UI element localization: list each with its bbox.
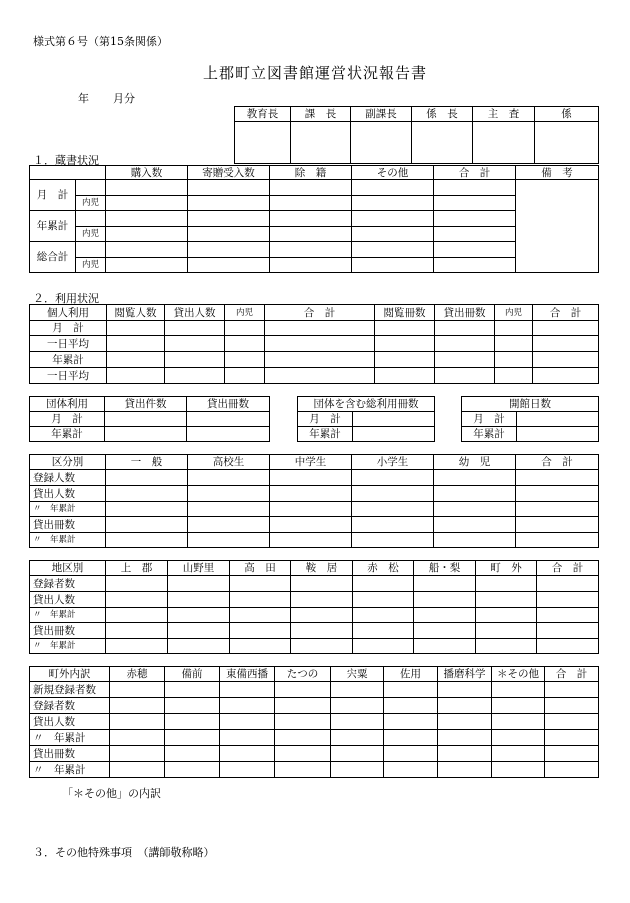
row-label: 年累計 <box>30 211 76 242</box>
col-header: 購入数 <box>106 166 188 180</box>
col-header: 合 計 <box>265 305 375 321</box>
row-label: 新規登録者数 <box>30 682 110 698</box>
col-header: 貸出冊数 <box>435 305 495 321</box>
row-label: 〃 年累計 <box>30 533 106 548</box>
col-header: 高 田 <box>230 561 291 576</box>
col-header: 区分別 <box>30 455 106 470</box>
row-label: 登録人数 <box>30 470 106 486</box>
sub-label: 内児 <box>76 258 106 273</box>
col-header: 備前 <box>165 667 220 682</box>
row-label: 貸出冊数 <box>30 746 110 762</box>
row-label: 〃 年累計 <box>30 762 110 778</box>
region-table <box>29 560 599 654</box>
stamp-cell[interactable] <box>351 122 412 164</box>
stamp-cell[interactable] <box>235 122 291 164</box>
row-label: 登録者数 <box>30 698 110 714</box>
group-use-table <box>29 396 270 442</box>
stamp-cell[interactable] <box>291 122 351 164</box>
col-header: 寄贈受入数 <box>188 166 270 180</box>
total-use-table <box>297 396 435 442</box>
col-header: その他 <box>352 166 434 180</box>
row-label: 貸出人数 <box>30 714 110 730</box>
col-header: 閲覧冊数 <box>375 305 435 321</box>
section-2-title: ２．利用状況 <box>33 292 99 305</box>
row-label: 貸出冊数 <box>30 623 106 639</box>
col-header: 貸出冊数 <box>187 397 270 412</box>
col-header: 山野里 <box>168 561 230 576</box>
approval-col: 課 長 <box>291 107 351 122</box>
col-header: 町外内訳 <box>30 667 110 682</box>
stamp-cell[interactable] <box>412 122 473 164</box>
col-header: 東備西播 <box>220 667 275 682</box>
row-label: 貸出人数 <box>30 486 106 502</box>
col-header: 個人利用 <box>30 305 107 321</box>
personal-use-table <box>29 304 599 384</box>
row-label: 月 計 <box>298 412 353 427</box>
col-header: 貸出人数 <box>165 305 225 321</box>
collection-table <box>29 165 599 273</box>
row-label: 総合計 <box>30 242 76 273</box>
row-label: 年累計 <box>30 352 107 368</box>
corner-cell <box>30 166 106 180</box>
col-header: 合 計 <box>533 305 599 321</box>
col-header: 一 般 <box>106 455 188 470</box>
col-header: 内児 <box>225 305 265 321</box>
section-3-title: ３．その他特殊事項 （講師敬称略） <box>33 846 215 859</box>
col-header: 合 計 <box>545 667 599 682</box>
col-header: 団体利用 <box>30 397 105 412</box>
row-label: 年累計 <box>298 427 353 442</box>
outside-town-table <box>29 666 599 778</box>
col-header: 町 外 <box>476 561 537 576</box>
col-header: たつの <box>275 667 331 682</box>
col-header: 団体を含む総利用冊数 <box>298 397 435 412</box>
sub-label: 内児 <box>76 196 106 211</box>
row-label: 〃 年累計 <box>30 730 110 746</box>
row-label: 〃 年累計 <box>30 502 106 517</box>
form-number: 様式第６号（第15条関係） <box>33 35 168 48</box>
col-header: 合 計 <box>516 455 599 470</box>
col-header: 上 郡 <box>106 561 168 576</box>
col-header: 合 計 <box>537 561 599 576</box>
col-header: 貸出件数 <box>105 397 187 412</box>
col-header: 地区別 <box>30 561 106 576</box>
row-label: 一日平均 <box>30 336 107 352</box>
col-header: 赤穂 <box>110 667 165 682</box>
remarks-cell[interactable] <box>516 180 599 273</box>
row-label: 年累計 <box>462 427 517 442</box>
open-days-table <box>461 396 599 442</box>
col-header: 鞍 居 <box>291 561 353 576</box>
col-header: 幼 児 <box>434 455 516 470</box>
approval-col: 係 長 <box>412 107 473 122</box>
stamp-cell[interactable] <box>473 122 535 164</box>
col-header: 宍粟 <box>331 667 384 682</box>
category-table <box>29 454 599 548</box>
row-label: 月 計 <box>462 412 517 427</box>
row-label: 月 計 <box>30 321 107 336</box>
col-header: 小学生 <box>352 455 434 470</box>
col-header: 閲覧人数 <box>107 305 165 321</box>
col-header: 播磨科学 <box>438 667 492 682</box>
col-header: 佐用 <box>384 667 438 682</box>
stamp-cell[interactable] <box>535 122 599 164</box>
row-label: 月 計 <box>30 412 105 427</box>
year-label: 年 <box>78 92 89 105</box>
col-header: 合 計 <box>434 166 516 180</box>
approval-col: 係 <box>535 107 599 122</box>
row-label: 年累計 <box>30 427 105 442</box>
col-header: 備 考 <box>516 166 599 180</box>
row-label: 〃 年累計 <box>30 639 106 654</box>
row-label: 月 計 <box>30 180 76 211</box>
row-label: 登録者数 <box>30 576 106 592</box>
col-header: 赤 松 <box>353 561 414 576</box>
row-label: 〃 年累計 <box>30 608 106 623</box>
approval-col: 教育長 <box>235 107 291 122</box>
col-header: 高校生 <box>188 455 270 470</box>
approval-col: 主 査 <box>473 107 535 122</box>
col-header: 除 籍 <box>270 166 352 180</box>
sub-label: 内児 <box>76 227 106 242</box>
col-header: 中学生 <box>270 455 352 470</box>
col-header: 開館日数 <box>462 397 599 412</box>
page-title: 上郡町立図書館運営状況報告書 <box>202 64 427 82</box>
month-label: 月分 <box>113 92 135 105</box>
col-header: 船・梨 <box>414 561 476 576</box>
section-1-title: １．蔵書状況 <box>33 154 99 167</box>
row-label: 一日平均 <box>30 368 107 384</box>
col-header: 内児 <box>495 305 533 321</box>
row-label: 貸出人数 <box>30 592 106 608</box>
other-breakdown-note: 「＊その他」の内訳 <box>62 787 161 800</box>
approval-col: 副課長 <box>351 107 412 122</box>
approval-table <box>234 106 599 164</box>
col-header: ＊その他 <box>492 667 545 682</box>
row-label: 貸出冊数 <box>30 517 106 533</box>
